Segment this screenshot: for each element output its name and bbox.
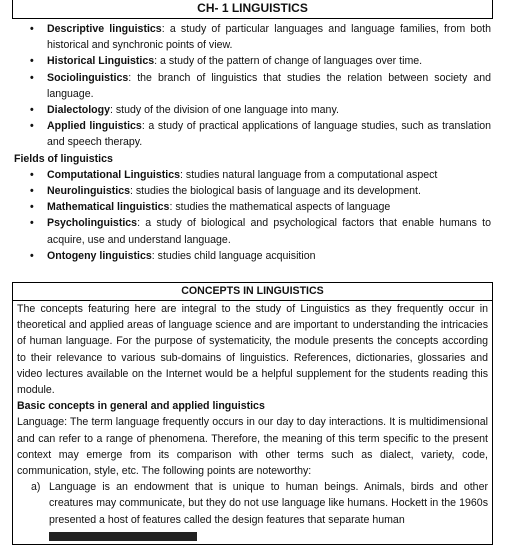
list-item [14, 118, 491, 150]
linguistics-branches-section [0, 19, 505, 264]
fields-heading: Fields of linguistics [14, 152, 113, 165]
field-term: Neurolinguistics [47, 185, 130, 198]
cutoff-line [49, 528, 488, 544]
fields-list [14, 167, 491, 264]
basic-concepts-heading: Basic concepts in general and applied linguistics [17, 400, 265, 413]
field-desc: : studies natural language from a computational aspect [180, 168, 438, 181]
branches-list [14, 21, 491, 151]
redaction-bar [49, 532, 197, 541]
field-term: Computational Linguistics [47, 168, 181, 181]
branch-term: Descriptive linguistics [47, 23, 162, 35]
list-item [14, 199, 491, 215]
list-item [14, 167, 491, 183]
list-item [14, 102, 491, 118]
list-item [14, 215, 491, 247]
concepts-title: CONCEPTS IN LINGUISTICS [13, 283, 492, 301]
field-desc: : studies the biological basis of language and its development. [130, 185, 421, 198]
list-item [14, 183, 491, 199]
concepts-section [12, 282, 493, 545]
branch-term: Dialectology [47, 104, 110, 117]
list-item [14, 248, 491, 264]
field-desc: : studies child language acquisition [151, 249, 316, 262]
chapter-title: CH- 1 LINGUISTICS [12, 0, 493, 19]
language-paragraph: Language: The term language frequently occurs in our day to day interactions. It is multidimensional and can refer to a range of phenomena. Therefore, the meaning of this term specific to the present context may emerge from its comparison with other terms such as dialect, variety, code, communication, style, etc. The following points are noteworthy: [17, 416, 488, 478]
field-desc: : studies the mathematical aspects of language [169, 201, 391, 214]
branch-desc: : a study of practical applications of language studies, such as translation and speech therapy. [47, 120, 491, 149]
concepts-intro: The concepts featuring here are integral to the study of Linguistics as they frequently occur in theoretical and applied areas of language science and are important to understanding the intricacies of human language. For the purpose of systematicity, the module presents the concepts according to their relevance to various sub-domains of linguistics. References, dictionaries, glossaries and video lectures available on the Internet would be a helpful supplement for the students reading this module. [17, 303, 488, 397]
list-item [14, 21, 491, 53]
field-term: Psycholinguistics [47, 217, 138, 230]
field-term: Mathematical linguistics [47, 201, 170, 214]
list-item [14, 70, 491, 102]
branch-desc: : the branch of linguistics that studies the relation between society and language. [47, 71, 491, 100]
list-item [14, 53, 491, 69]
point-a [31, 479, 488, 528]
branch-term: Sociolinguistics [47, 71, 129, 84]
field-term: Ontogeny linguistics [47, 249, 152, 262]
branch-desc: : a study of the pattern of change of languages over time. [154, 55, 423, 68]
branch-desc: : a study of particular languages and language families, from both historical and synchronic points of view. [47, 23, 491, 52]
field-desc: : a study of biological and psychological factors that enable humans to acquire, use and understand language. [47, 217, 491, 246]
point-a-label: a) [31, 481, 41, 494]
branch-term: Applied linguistics [47, 120, 142, 133]
branch-term: Historical Linguistics [47, 55, 155, 68]
concepts-body [13, 301, 492, 544]
point-a-text: Language is an endowment that is unique to human beings. Animals, birds and other creatures may communicate, but they do not use language like humans. Hockett in the 1960s presented a host of features called the design features that separate human [49, 481, 488, 526]
branch-desc: : study of the division of one language into many. [110, 104, 339, 117]
